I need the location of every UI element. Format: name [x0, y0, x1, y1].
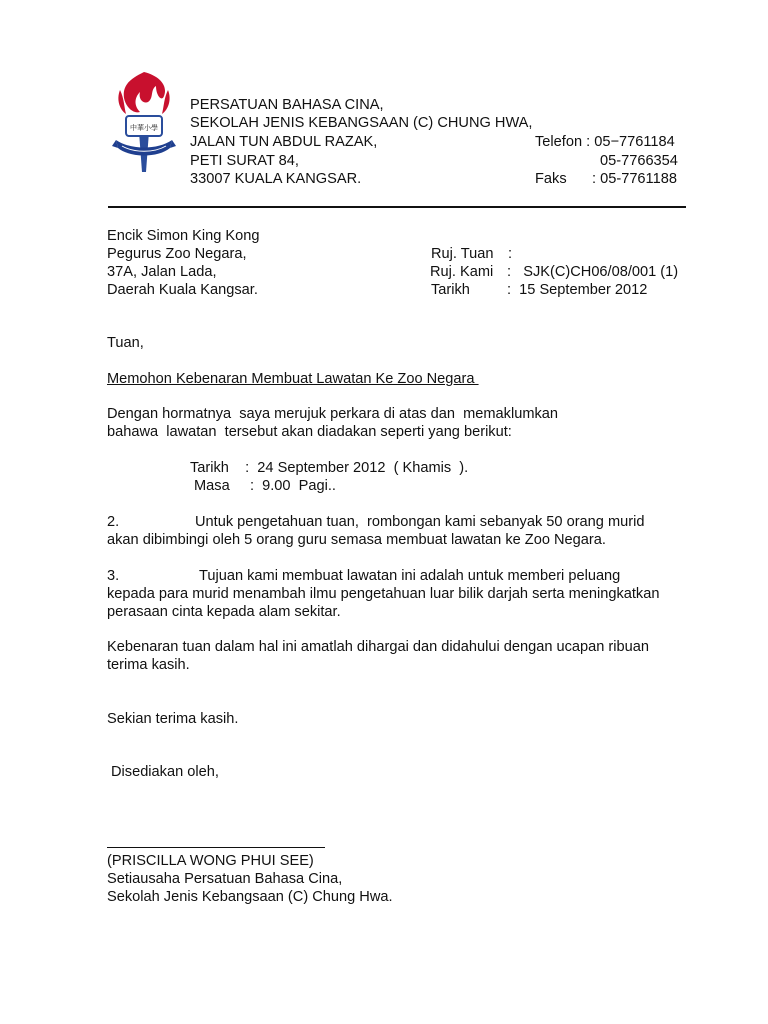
para4-line-2: terima kasih. [107, 657, 190, 673]
signature-line [107, 847, 325, 848]
para2-number: 2. [107, 514, 120, 530]
recipient-line-2: Pegurus Zoo Negara, [107, 246, 247, 262]
faks-number: : 05-7761188 [592, 171, 677, 187]
recipient-line-4: Daerah Kuala Kangsar. [107, 282, 258, 298]
detail-masa: Masa : 9.00 Pagi.. [194, 478, 336, 494]
letterhead-line-1: PERSATUAN BAHASA CINA, [190, 97, 384, 113]
tarikh-value: : 15 September 2012 [507, 282, 648, 298]
ruj-tuan-value: : [508, 246, 513, 262]
letterhead-line-4: PETI SURAT 84, [190, 153, 299, 169]
para1-line-1: Dengan hormatnya saya merujuk perkara di atas dan memaklumkan [107, 406, 559, 422]
para1-line-2: bahawa lawatan tersebut akan diadakan seperti yang berikut: [107, 424, 512, 440]
para3-line-2: kepada para murid menambah ilmu pengetahuan luar bilik darjah serta meningkatkan [107, 586, 660, 602]
recipient-line-3: 37A, Jalan Lada, [107, 264, 217, 280]
ruj-tuan-label: Ruj. Tuan [431, 246, 494, 262]
para4-line-1: Kebenaran tuan dalam hal ini amatlah dihargai dan didahului dengan ucapan ribuan [107, 639, 649, 655]
para3-line-3: perasaan cinta kepada alam sekitar. [107, 604, 341, 620]
letterhead-line-2: SEKOLAH JENIS KEBANGSAAN (C) CHUNG HWA, [190, 115, 533, 131]
telefon-number-2: 05-7766354 [600, 153, 678, 169]
closing: Sekian terima kasih. [107, 711, 239, 727]
letterhead-divider [108, 206, 686, 208]
salutation: Tuan, [107, 335, 144, 351]
telefon-number: Telefon : 05−7761184 [535, 134, 675, 150]
signatory-name: (PRISCILLA WONG PHUI SEE) [107, 853, 314, 869]
ruj-kami-value: : SJK(C)CH06/08/001 (1) [507, 264, 679, 280]
letterhead-line-3: JALAN TUN ABDUL RAZAK, [190, 134, 378, 150]
recipient-line-1: Encik Simon King Kong [107, 228, 260, 244]
detail-tarikh: Tarikh : 24 September 2012 ( Khamis ). [190, 460, 469, 476]
prepared-by: Disediakan oleh, [111, 764, 219, 780]
para3-number: 3. [107, 568, 120, 584]
crest-text: 中華小學 [130, 124, 158, 132]
signatory-title-2: Sekolah Jenis Kebangsaan (C) Chung Hwa. [107, 889, 393, 905]
signatory-title-1: Setiausaha Persatuan Bahasa Cina, [107, 871, 343, 887]
tarikh-label: Tarikh [431, 282, 470, 298]
subject-line: Memohon Kebenaran Membuat Lawatan Ke Zoo Negara [107, 371, 479, 387]
ruj-kami-label: Ruj. Kami [430, 264, 494, 280]
para3-line-1: Tujuan kami membuat lawatan ini adalah untuk memberi peluang [199, 568, 621, 584]
para2-line-1: Untuk pengetahuan tuan, rombongan kami sebanyak 50 orang murid [195, 514, 645, 530]
letterhead-line-5: 33007 KUALA KANGSAR. [190, 171, 362, 187]
para2-line-2: akan dibimbingi oleh 5 orang guru semasa membuat lawatan ke Zoo Negara. [107, 532, 606, 548]
faks-label: Faks [535, 171, 567, 187]
school-logo [112, 68, 176, 176]
school-torch-crest-icon [112, 68, 176, 176]
